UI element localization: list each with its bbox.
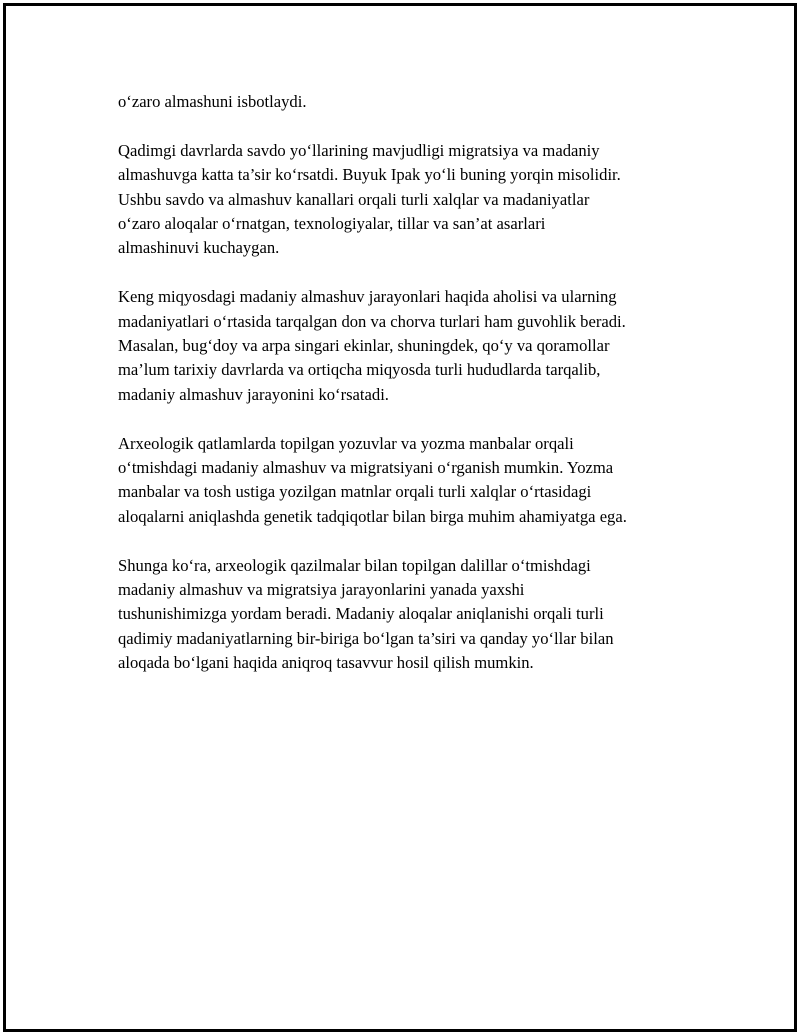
text-line: madaniy almashuv jarayonini ko‘rsatadi.: [118, 384, 389, 404]
text-line: tushunishimizga yordam beradi. Madaniy aloqalar aniqlanishi orqali turli: [118, 604, 604, 624]
text-line: madaniy almashuv va migratsiya jarayonlarini yanada yaxshi: [118, 580, 525, 600]
text-line: Masalan, bug‘doy va arpa singari ekinlar, shuningdek, qo‘y va qoramollar: [118, 336, 610, 356]
text-line: o‘tmishdagi madaniy almashuv va migratsiyani o‘rganish mumkin. Yozma: [118, 458, 614, 478]
text-line: o‘zaro aloqalar o‘rnatgan, texnologiyalar, tillar va san’at asarlari: [118, 214, 546, 234]
text-line: madaniyatlari o‘rtasida tarqalgan don va chorva turlari ham guvohlik beradi.: [118, 311, 626, 331]
text-line: qadimiy madaniyatlarning bir-biriga bo‘lgan ta’siri va qanday yo‘llar bilan: [118, 628, 614, 648]
paragraph-2: [118, 139, 708, 261]
text-line: Keng miqyosdagi madaniy almashuv jarayonlari haqida aholisi va ularning: [118, 287, 617, 307]
text-line: aloqalarni aniqlashda genetik tadqiqotlar bilan birga muhim ahamiyatga ega.: [118, 506, 627, 526]
paragraph-5: [118, 554, 708, 676]
text-line: almashuvga katta ta’sir ko‘rsatdi. Buyuk Ipak yo‘li buning yorqin misolidir.: [118, 165, 621, 185]
text-line: Ushbu savdo va almashuv kanallari orqali turli xalqlar va madaniyatlar: [118, 189, 590, 209]
text-line: aloqada bo‘lgani haqida aniqroq tasavvur hosil qilish mumkin.: [118, 653, 534, 673]
document-body: [118, 90, 708, 700]
paragraph-1: [118, 90, 708, 114]
paragraph-4: [118, 432, 708, 530]
text-line: ma’lum tarixiy davrlarda va ortiqcha miqyosda turli hududlarda tarqalib,: [118, 360, 601, 380]
text-line: manbalar va tosh ustiga yozilgan matnlar orqali turli xalqlar o‘rtasidagi: [118, 482, 592, 502]
paragraph-3: [118, 285, 708, 407]
text-line: o‘zaro almashuni isbotlaydi.: [118, 92, 307, 111]
text-line: Shunga ko‘ra, arxeologik qazilmalar bilan topilgan dalillar o‘tmishdagi: [118, 555, 591, 575]
text-line: Qadimgi davrlarda savdo yo‘llarining mavjudligi migratsiya va madaniy: [118, 140, 600, 160]
text-line: Arxeologik qatlamlarda topilgan yozuvlar va yozma manbalar orqali: [118, 433, 574, 453]
text-line: almashinuvi kuchaygan.: [118, 238, 280, 258]
